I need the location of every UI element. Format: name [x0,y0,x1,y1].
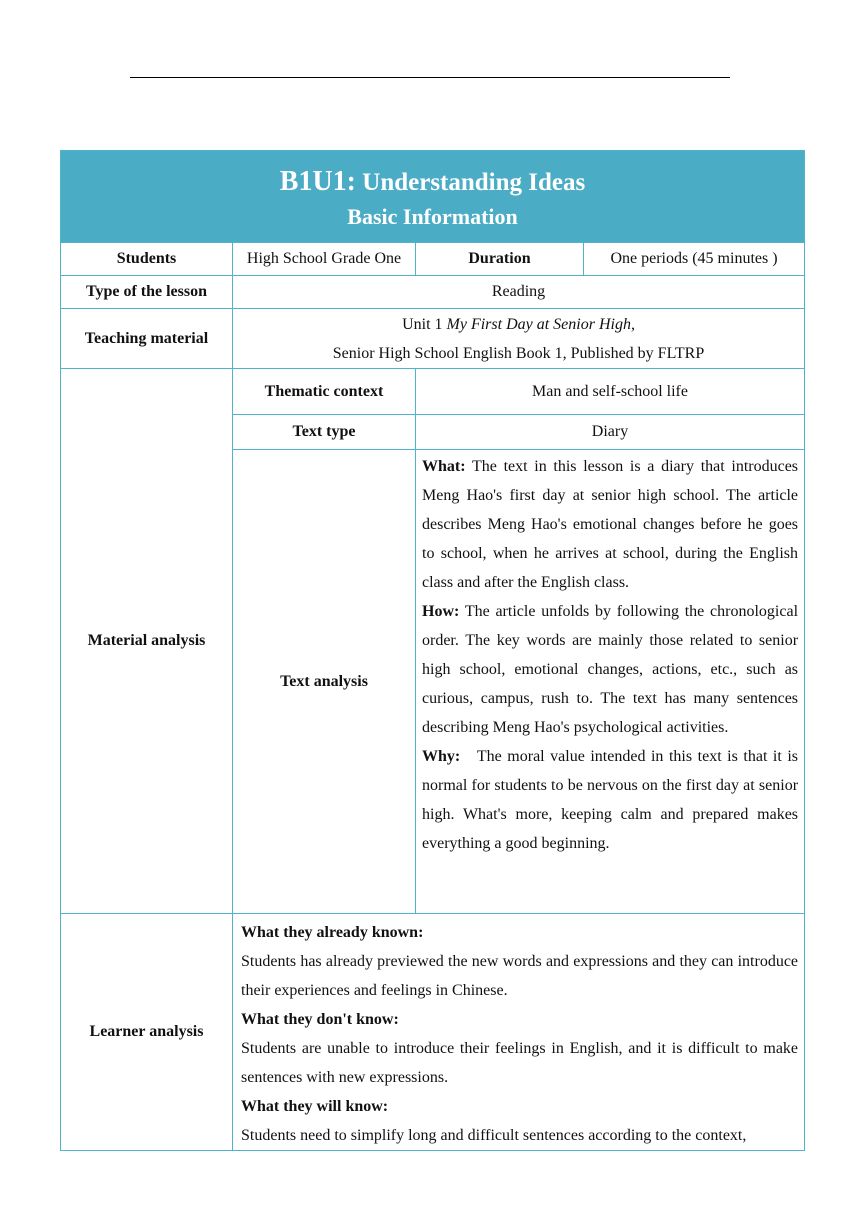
lesson-title [61,157,804,197]
material-analysis-label: Material analysis [61,369,233,914]
material-row [61,309,805,369]
type-row [61,276,805,309]
duration-label: Duration [416,243,584,276]
type-value: Reading [233,276,805,309]
duration-value: One periods (45 minutes ) [584,243,805,276]
learner-analysis-content [233,914,805,1151]
what-label: What: [422,458,466,475]
students-value: High School Grade One [233,243,416,276]
lesson-code: B1U1: [279,165,357,197]
header-rule [130,77,730,78]
learner-row [61,914,805,1151]
material-label: Teaching material [61,309,233,369]
material-text-title: My First Day at Senior High, [446,315,635,333]
how-text: The article unfolds by following the chronological order. The key words are mainly those related to senior high school, emotional changes, actions, etc., such as curious, campus, rush to. The text has many sentences describing Meng Hao's psychological activities. [422,603,799,736]
thematic-value: Man and self-school life [416,369,805,415]
thematic-row [61,369,805,415]
will-know-heading: What they will know: [241,1098,389,1115]
what-paragraph [422,452,798,597]
known-text: Students has already previewed the new words and expressions and they can introduce their experiences and feelings in Chinese. [241,953,799,999]
why-paragraph [422,742,798,858]
students-row [61,243,805,276]
title-row [61,151,805,243]
lesson-plan-table [60,150,805,1151]
material-line-2: Senior High School English Book 1, Published by FLTRP [332,344,705,362]
how-label: How: [422,603,460,620]
material-value [233,309,805,369]
dont-know-text: Students are unable to introduce their feelings in English, and it is difficult to make sentences with new expressions. [241,1040,799,1086]
type-label: Type of the lesson [61,276,233,309]
text-analysis-content [416,450,805,914]
why-label: Why: [422,748,461,765]
material-line-1 [239,310,798,339]
section-title: Basic Information [347,203,518,229]
how-paragraph [422,597,798,742]
text-type-value: Diary [416,415,805,450]
learner-analysis-label: Learner analysis [61,914,233,1151]
material-unit: Unit 1 [402,315,447,333]
dont-know-heading: What they don't know: [241,1011,399,1028]
will-know-text: Students need to simplify long and difficult sentences according to the context, [241,1127,747,1144]
text-type-label: Text type [233,415,416,450]
lesson-title-text: Understanding Ideas [362,168,586,196]
text-analysis-label: Text analysis [233,450,416,914]
why-text: The moral value intended in this text is that it is normal for students to be nervous on the first day at senior high. What's more, keeping calm and prepared makes everything a good beginning. [422,748,799,852]
what-text: The text in this lesson is a diary that introduces Meng Hao's first day at senior high school. The article describes Meng Hao's emotional changes before he goes to school, when he arrives at school, during the English class and after the English class. [422,458,799,591]
known-heading: What they already known: [241,924,424,941]
thematic-label: Thematic context [233,369,416,415]
students-label: Students [61,243,233,276]
title-cell [61,151,805,243]
